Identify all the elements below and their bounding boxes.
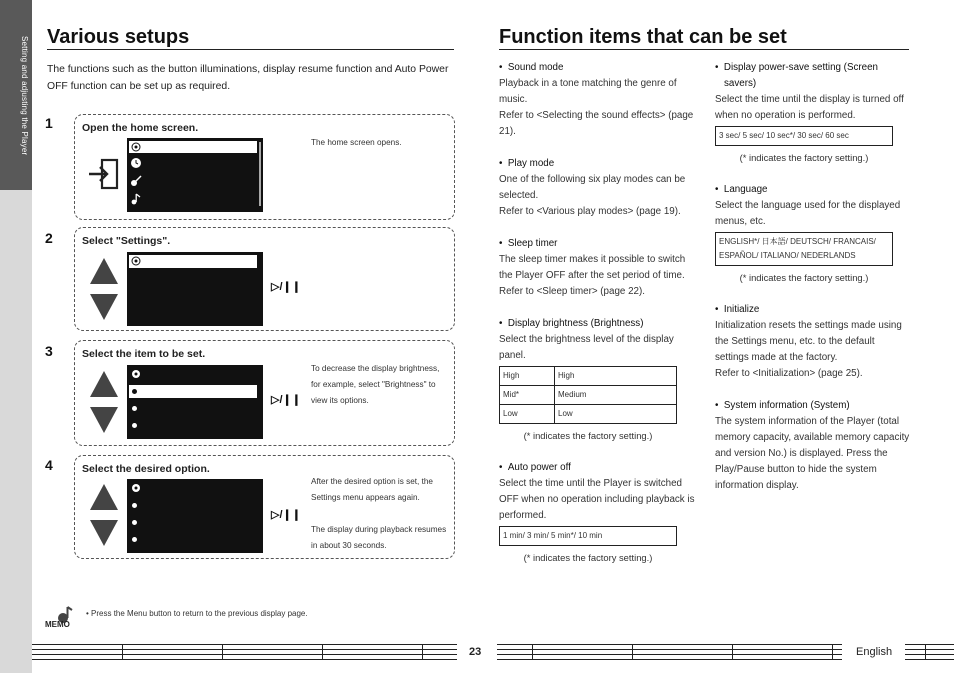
step-1-title: Open the home screen. — [82, 122, 199, 134]
page-title-right: Function items that can be set — [499, 26, 787, 48]
step-2-box — [74, 227, 455, 331]
initialize-text: Initialization resets the settings made using the Settings menu, etc. to the default settings made at the factory. — [715, 320, 902, 363]
settings-icon — [130, 368, 142, 380]
heading-rule-right — [499, 49, 909, 50]
sleep-timer-ref: Refer to <Sleep timer> (page 22). — [499, 286, 645, 297]
sound-mode-ref: Refer to <Selecting the sound effects> (page 21). — [499, 110, 694, 137]
list-bullet — [132, 389, 137, 394]
system-info-heading: • System information (System) — [715, 400, 850, 411]
brightness-text: Select the brightness level of the display panel. — [499, 334, 674, 361]
function-column-1 — [499, 60, 699, 566]
language-heading: • Language — [715, 184, 768, 195]
language-options-line-1: ENGLISH*/ 日本語/ DEUTSCH/ FRANCAIS/ — [719, 237, 876, 246]
page-number: 23 — [469, 646, 482, 658]
play-pause-icon: ▷/❙❙ — [271, 281, 301, 293]
table-row — [500, 367, 677, 386]
up-button-icon — [90, 484, 118, 510]
settings-screen-selection — [129, 255, 257, 268]
auto-power-off-options: 1 min/ 3 min/ 5 min*/ 10 min — [499, 526, 677, 546]
footer-rule-end — [905, 644, 954, 660]
play-pause-icon: ▷/❙❙ — [271, 509, 301, 521]
table-cell: High — [555, 367, 677, 386]
list-bullet — [132, 520, 137, 525]
item-screen-display — [127, 365, 263, 439]
language-label: English — [856, 646, 893, 658]
page-title-left: Various setups — [47, 26, 190, 48]
item-screen-selection — [129, 385, 257, 398]
step-3-note: To decrease the display brightness, for example, select "Brightness" to view its options. — [311, 364, 440, 405]
option-screen-display — [127, 479, 263, 553]
screen-saver-text: Select the time until the display is turned off when no operation is performed. — [715, 94, 904, 121]
settings-icon — [130, 482, 142, 494]
home-screen-display — [127, 138, 263, 212]
play-pause-icon: ▷/❙❙ — [271, 394, 301, 406]
step-4-box — [74, 455, 455, 559]
step-1-note: The home screen opens. — [311, 138, 402, 147]
footer-rule-right — [497, 644, 842, 660]
factory-setting-note: (* indicates the factory setting.) — [523, 552, 653, 563]
table-cell: Medium — [555, 386, 677, 405]
factory-setting-note: (* indicates the factory setting.) — [523, 430, 653, 441]
initialize-heading: • Initialize — [715, 304, 760, 315]
list-bullet — [132, 503, 137, 508]
music-note-icon — [130, 193, 142, 205]
step-3-title: Select the item to be set. — [82, 348, 206, 360]
side-tab-label: Setting and adjusting the Player — [20, 36, 29, 156]
intro-text: The functions such as the button illuminations, display resume function and Auto Power OFF function can be set up as required. — [47, 64, 449, 92]
initialize-ref: Refer to <Initialization> (page 25). — [715, 368, 863, 379]
factory-setting-note: (* indicates the factory setting.) — [739, 152, 869, 163]
side-tab-active — [0, 0, 32, 190]
home-screen-selection — [129, 141, 257, 153]
sleep-timer-heading: • Sleep timer — [499, 238, 558, 249]
clock-icon — [130, 157, 142, 169]
brightness-heading: • Display brightness (Brightness) — [499, 318, 644, 329]
screen-scrollbar — [259, 142, 261, 206]
list-bullet — [132, 537, 137, 542]
table-cell: Low — [500, 405, 555, 424]
step-3-box — [74, 340, 455, 446]
step-4-note-a: After the desired option is set, the Settings menu appears again. — [311, 477, 433, 502]
footer-rule-left — [32, 644, 457, 660]
heading-rule-left — [47, 49, 454, 50]
down-button-icon — [90, 294, 118, 320]
sleep-timer-text: The sleep timer makes it possible to switch the Player OFF after the set period of time. — [499, 254, 686, 281]
settings-screen-display — [127, 252, 263, 326]
guitar-icon — [130, 175, 142, 187]
play-mode-text: One of the following six play modes can be selected. — [499, 174, 686, 201]
step-number-2: 2 — [45, 230, 53, 246]
memo-label: MEMO — [45, 620, 70, 629]
table-cell: Low — [555, 405, 677, 424]
up-button-icon — [90, 258, 118, 284]
settings-icon — [130, 141, 142, 153]
home-enter-icon — [88, 157, 120, 191]
settings-icon — [130, 255, 142, 267]
language-options — [715, 232, 893, 266]
system-info-text: The system information of the Player (total memory capacity, available memory capacity and version No.) is displayed. Press the Play/Pause button to hide the system information display. — [715, 416, 910, 491]
step-number-4: 4 — [45, 457, 53, 473]
brightness-options-table — [499, 366, 677, 424]
screen-saver-options: 3 sec/ 5 sec/ 10 sec*/ 30 sec/ 60 sec — [715, 126, 893, 146]
step-2-title: Select "Settings". — [82, 235, 171, 247]
up-button-icon — [90, 371, 118, 397]
list-bullet — [132, 423, 137, 428]
table-row — [500, 405, 677, 424]
table-cell: Mid* — [500, 386, 555, 405]
play-mode-heading: • Play mode — [499, 158, 555, 169]
auto-power-off-heading: • Auto power off — [499, 462, 571, 473]
memo-text: • Press the Menu button to return to the previous display page. — [86, 609, 308, 618]
sound-mode-text: Playback in a tone matching the genre of music. — [499, 78, 677, 105]
step-number-1: 1 — [45, 115, 53, 131]
step-4-note-b: The display during playback resumes in about 30 seconds. — [311, 525, 447, 550]
language-text: Select the language used for the displayed menus, etc. — [715, 200, 901, 227]
down-button-icon — [90, 520, 118, 546]
auto-power-off-text: Select the time until the Player is switched OFF when no operation including playback is performed. — [499, 478, 695, 521]
list-bullet — [132, 406, 137, 411]
down-button-icon — [90, 407, 118, 433]
factory-setting-note: (* indicates the factory setting.) — [739, 272, 869, 283]
step-1-box — [74, 114, 455, 220]
step-number-3: 3 — [45, 343, 53, 359]
step-4-title: Select the desired option. — [82, 463, 210, 475]
language-options-line-2: ESPAÑOL/ ITALIANO/ NEDERLANDS — [719, 251, 856, 260]
table-cell: High — [500, 367, 555, 386]
screen-saver-heading: • Display power-save setting (Screen savers) — [715, 62, 878, 89]
play-mode-ref: Refer to <Various play modes> (page 19). — [499, 206, 681, 217]
table-row — [500, 386, 677, 405]
function-column-2 — [715, 60, 911, 494]
sound-mode-heading: • Sound mode — [499, 62, 564, 73]
